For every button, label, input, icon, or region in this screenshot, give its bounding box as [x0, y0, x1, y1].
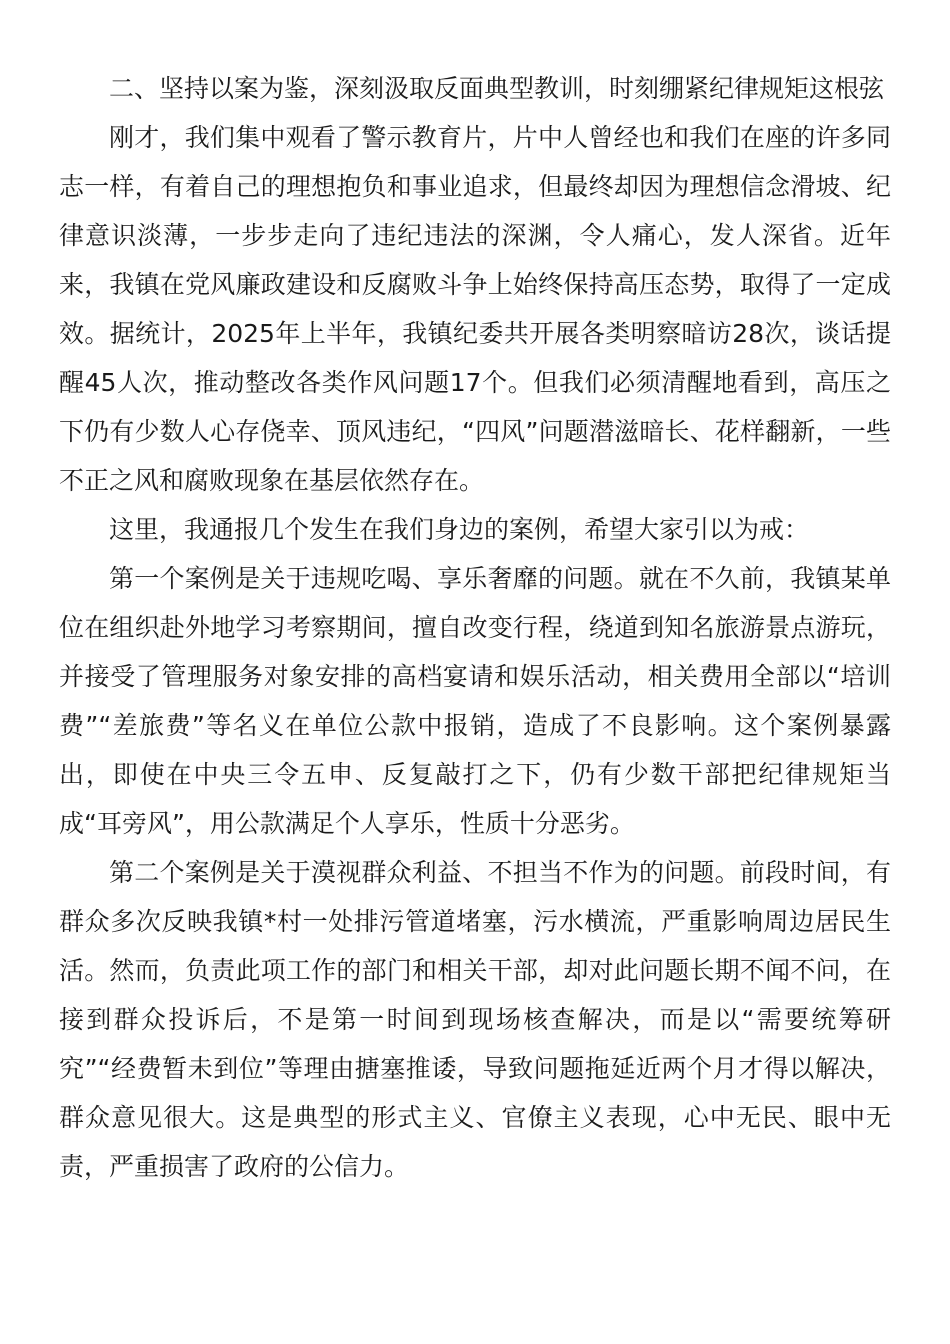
paragraph-case-intro: 这里，我通报几个发生在我们身边的案例，希望大家引以为戒： [109, 515, 810, 544]
paragraph-case-one: 第一个案例是关于违规吃喝、享乐奢靡的问题。就在不久前，我镇某单位在组织赴外地学习考察期间，擅自改变行程，绕道到知名旅游景点游玩，并接受了管理服务对象安排的高档宴请和娱乐活动，相关费用全部以“培训费”“差旅费”等名义在单位公款中报销，造成了不良影响。这个案例暴露出，即使在中央三令五申、反复敲打之下，仍有少数干部把纪律规矩当成“耳旁风”，用公款满足个人享乐，性质十分恶劣。 [59, 564, 891, 838]
document-page [59, 64, 891, 1191]
paragraph-warning-video: 刚才，我们集中观看了警示教育片，片中人曾经也和我们在座的许多同志一样，有着自己的理想抱负和事业追求，但最终却因为理想信念滑坡、纪律意识淡薄，一步步走向了违纪违法的深渊，令人痛心，发人深省。近年来，我镇在党风廉政建设和反腐败斗争上始终保持高压态势，取得了一定成效。据统计，2025年上半年，我镇纪委共开展各类明察暗访28次，谈话提醒45人次，推动整改各类作风问题17个。但我们必须清醒地看到，高压之下仍有少数人心存侥幸、顶风违纪，“四风”问题潜滋暗长、花样翻新，一些不正之风和腐败现象在基层依然存在。 [59, 123, 891, 495]
paragraph-case-two: 第二个案例是关于漠视群众利益、不担当不作为的问题。前段时间，有群众多次反映我镇*村一处排污管道堵塞，污水横流，严重影响周边居民生活。然而，负责此项工作的部门和相关干部，却对此问题长期不闻不问，在接到群众投诉后，不是第一时间到现场核查解决，而是以“需要统筹研究”“经费暂未到位”等理由搪塞推诿，导致问题拖延近两个月才得以解决，群众意见很大。这是典型的形式主义、官僚主义表现，心中无民、眼中无责，严重损害了政府的公信力。 [59, 858, 891, 1181]
section-heading: 二、坚持以案为鉴，深刻汲取反面典型教训，时刻绷紧纪律规矩这根弦 [109, 74, 885, 103]
